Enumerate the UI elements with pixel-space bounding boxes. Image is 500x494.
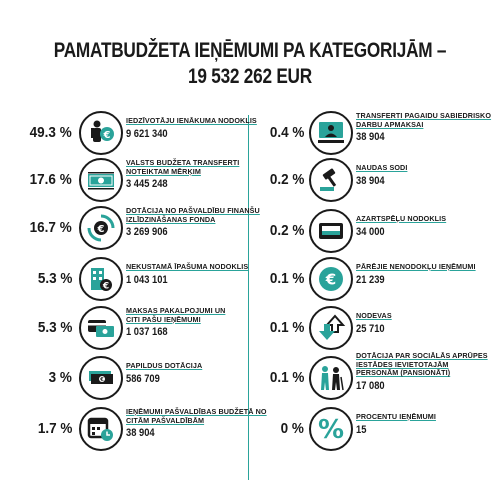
category-amount: 38 904 xyxy=(126,427,155,440)
category-amount: 38 904 xyxy=(356,174,385,187)
up-down-arrows-icon xyxy=(309,306,353,350)
category-amount: 1 043 101 xyxy=(126,273,168,286)
category-item xyxy=(0,351,500,402)
category-amount: 586 709 xyxy=(126,372,160,385)
category-label xyxy=(356,164,407,173)
category-amount: 3 269 906 xyxy=(126,226,168,239)
category-label-line: NOTEIKTAM MĒRĶIM xyxy=(126,166,201,176)
category-label-line: NODEVAS xyxy=(356,311,392,320)
gavel-icon xyxy=(309,158,353,202)
category-label-line: IESTĀDES IEVIETOTAJĀM xyxy=(356,359,449,369)
elderly-people-icon xyxy=(309,356,353,400)
category-label xyxy=(356,112,491,129)
category-percent: 0.1 % xyxy=(269,369,304,386)
svg-text:%: % xyxy=(317,415,345,444)
category-amount: 15 xyxy=(356,423,367,436)
category-label-line: VALSTS BUDŽETA TRANSFERTI xyxy=(126,158,240,167)
category-percent: 17.6 % xyxy=(29,171,72,188)
category-item xyxy=(0,407,500,453)
category-label xyxy=(356,352,488,378)
category-percent: 3 % xyxy=(48,369,72,386)
category-percent: 1.7 % xyxy=(37,420,72,437)
category-label-line: DOTĀCIJA NO PAŠVALDĪBU FINANŠU xyxy=(126,206,260,215)
category-label-line: CITĀM PAŠVALDĪBĀM xyxy=(126,415,205,425)
worker-desk-icon xyxy=(309,111,353,155)
category-amount: 1 037 168 xyxy=(126,326,168,339)
category-amount: 34 000 xyxy=(356,225,385,238)
category-percent: 0.4 % xyxy=(269,124,304,141)
category-item xyxy=(0,111,500,157)
category-label xyxy=(356,312,392,321)
svg-text:€: € xyxy=(103,130,111,141)
category-label-line: IEŅĒMUMI PAŠVALDĪBAS BUDŽETĀ NO xyxy=(126,407,267,416)
category-percent: 16.7 % xyxy=(29,219,72,236)
category-amount: 3 445 248 xyxy=(126,178,168,191)
page-total: 19 532 262 EUR xyxy=(188,65,312,88)
svg-text:€: € xyxy=(100,377,104,383)
category-amount: 25 710 xyxy=(356,322,385,335)
category-item xyxy=(0,206,500,255)
gambling-machine-icon xyxy=(309,209,353,253)
category-label xyxy=(356,413,436,422)
svg-text:€: € xyxy=(325,270,337,289)
category-label-line: TRANSFERTI PAGAIDU SABIEDRISKO xyxy=(356,111,492,120)
svg-text:€: € xyxy=(102,281,110,292)
category-label-line: DARBU APMAKSAI xyxy=(356,119,424,129)
category-amount: 38 904 xyxy=(356,131,385,144)
category-label-line: IZLĪDZINĀŠANAS FONDA xyxy=(126,214,216,224)
percent-icon xyxy=(309,407,353,451)
category-label xyxy=(356,215,446,224)
euro-coin-icon xyxy=(309,257,353,301)
category-item xyxy=(0,306,500,352)
category-item xyxy=(0,158,500,204)
category-label-line: PERSONĀM (PANSIONĀTI) xyxy=(356,368,451,378)
svg-text:€: € xyxy=(97,224,105,235)
category-label xyxy=(356,263,476,272)
category-percent: 5.3 % xyxy=(37,270,72,287)
category-percent: 0.2 % xyxy=(269,171,304,188)
category-label-line: PAPILDUS DOTĀCIJA xyxy=(126,361,203,370)
category-percent: 0.1 % xyxy=(269,319,304,336)
category-label-line: PĀRĒJIE NENODOKĻU IEŅĒMUMI xyxy=(356,262,476,271)
category-amount: 9 621 340 xyxy=(126,127,168,140)
category-amount: 21 239 xyxy=(356,273,385,286)
category-percent: 0.1 % xyxy=(269,270,304,287)
category-label-line: NEKUSTAMĀ ĪPAŠUMA NODOKLIS xyxy=(126,262,249,271)
category-label-line: DOTĀCIJA PAR SOCIĀLĀS APRŪPES xyxy=(356,351,488,360)
category-percent: 0 % xyxy=(280,420,304,437)
category-percent: 0.2 % xyxy=(269,222,304,239)
category-amount: 17 080 xyxy=(356,379,385,392)
category-percent: 49.3 % xyxy=(29,124,72,141)
category-label-line: IEDZĪVOTĀJU IENĀKUMA NODOKLIS xyxy=(126,116,257,125)
category-item xyxy=(0,257,500,303)
category-label-line: CITI PAŠU IEŅĒMUMI xyxy=(126,314,201,324)
category-percent: 5.3 % xyxy=(37,319,72,336)
category-label-line: MAKSAS PAKALPOJUMI UN xyxy=(126,306,226,315)
category-label-line: PROCENTU IEŅĒMUMI xyxy=(356,412,436,421)
page-title: PAMATBUDŽETA IEŅĒMUMI PA KATEGORIJĀM – xyxy=(53,39,447,62)
category-label-line: NAUDAS SODI xyxy=(356,163,408,172)
category-label-line: AZARTSPĒĻU NODOKLIS xyxy=(356,214,447,223)
